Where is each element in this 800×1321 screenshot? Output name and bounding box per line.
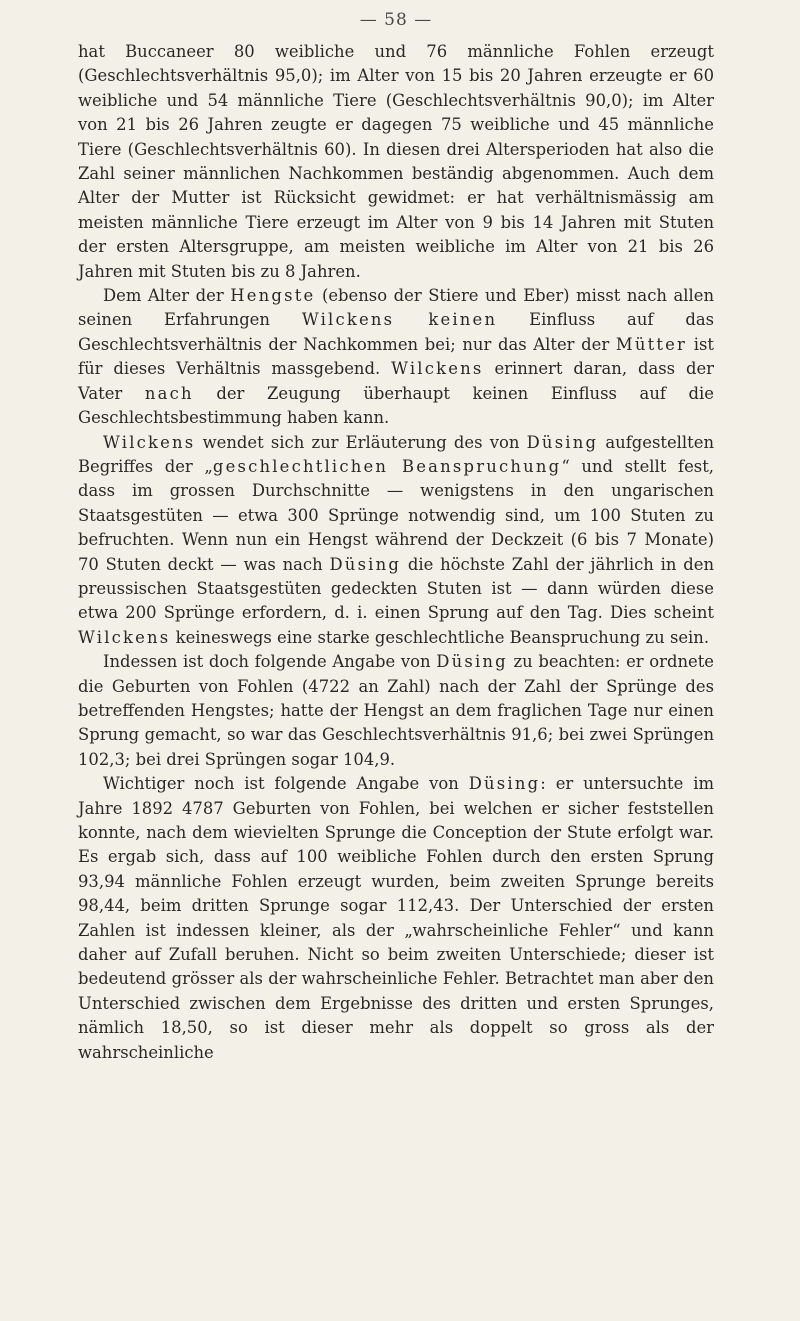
emphasis-geschlechtliche-beanspruchung: geschlechtlichen Beanspruchung	[212, 456, 562, 476]
text-run: erinnert daran, dass der Vater	[78, 359, 714, 403]
text-run: Wichtiger noch ist folgende Angabe von	[103, 774, 469, 794]
emphasis-hengste: Hengste	[230, 286, 316, 306]
text-run: die höchste Zahl der jährlich in den preussischen Staatsgestüten gedeckten Stuten ist — dann würden diese etwa 200 Sprünge erfordern, d. i. einen Sprung auf den Tag. Dies scheint	[78, 554, 715, 623]
text-run: Indessen ist doch folgende Angabe von	[103, 652, 437, 672]
emphasis-wilckens: Wilckens	[391, 359, 484, 379]
text-run: : er untersuchte im Jahre 1892 4787 Geburten von Fohlen, bei welchen er sicher feststellen konnte, nach dem wievielten Sprunge die Conception der Stute erfolgt war. Es ergab sich, dass auf 100 weibliche Fohlen durch den ersten Sprung 93,94 männliche Fohlen erzeugt wurden, beim zweiten Sprunge bereits 98,44, beim dritten Sprunge sogar 112,43. Der Unterschied der ersten Zahlen ist indessen kleiner, als der „wahrscheinliche Fehler“ und kann daher auf Zufall beruhen. Nicht so beim zweiten Unterschiede; dieser ist bedeutend grösser als der wahrscheinliche Fehler. Betrachtet man aber den Unterschied zwischen dem Ergebnisse des dritten und ersten Sprunges, nämlich 18,50, so ist dieser mehr als doppelt so gross als der wahrscheinliche	[78, 774, 714, 1062]
paragraph-1	[78, 40, 714, 284]
text-run: Einfluss auf das Geschlechtsverhältnis der Nachkommen bei; nur das Alter der	[78, 310, 715, 354]
text-run: ist für dieses Verhältnis massgebend.	[78, 334, 714, 379]
emphasis-duesing: Düsing	[436, 652, 508, 672]
paragraph-4	[78, 650, 714, 772]
page-number: — 58 —	[359, 10, 433, 30]
emphasis-wilckens: Wilckens	[78, 627, 171, 647]
text-run: wendet sich zur Erläuterung des von	[195, 432, 527, 452]
emphasis-wilckens-keinen: Wilckens keinen	[301, 310, 498, 330]
paragraph-2	[78, 284, 714, 430]
text-run: “ und stellt fest, dass im grossen Durchschnitte — wenigstens in den ungarischen Staatsgestüten — etwa 300 Sprünge notwendig sind, um 100 Stuten zu befruchten. Wenn nun ein Hengst während der Deckzeit (6 bis 7 Monate) 70 Stuten deckt — was nach	[78, 456, 714, 574]
paragraph-3	[78, 431, 714, 651]
text-run: zu beachten: er ordnete die Geburten von Fohlen (4722 an Zahl) nach der Zahl der Sprünge des betreffenden Hengstes; hatte der Hengst an dem fraglichen Tage nur einen Sprung gemacht, so war das Geschlechtsverhältnis 91,6; bei zwei Sprüngen 102,3; bei drei Sprüngen sogar 104,9.	[78, 652, 714, 769]
emphasis-nach: nach	[144, 383, 194, 403]
paragraph-5	[78, 772, 714, 1065]
text-run: (ebenso der Stiere und Eber) misst nach allen seinen Erfahrungen	[78, 286, 714, 330]
emphasis-duesing: Düsing	[526, 432, 599, 452]
emphasis-muetter: Mütter	[615, 334, 688, 354]
emphasis-duesing: Düsing	[329, 554, 402, 574]
text-run: keineswegs eine starke geschlechtliche Beanspruchung zu sein.	[170, 627, 710, 647]
paragraph-1-text: hat Buccaneer 80 weibliche und 76 männliche Fohlen erzeugt (Geschlechtsverhältnis 95,0); im Alter von 15 bis 20 Jahren erzeugte er 60 weibliche und 54 männliche Tiere (Geschlechtsverhältnis 90,0); im Alter von 21 bis 26 Jahren zeugte er dagegen 75 weibliche und 45 männliche Tiere (Geschlechtsverhältnis 60). In diesen drei Altersperioden hat also die Zahl seiner männlichen Nachkommen beständig abgenommen. Auch dem Alter der Mutter ist Rücksicht gewidmet: er hat verhältnismässig am meisten männliche Tiere erzeugt im Alter von 9 bis 14 Jahren mit Stuten der ersten Altersgruppe, am meisten weibliche im Alter von 21 bis 26 Jahren mit Stuten bis zu 8 Jahren.	[78, 42, 714, 281]
text-run: aufgestellten Begriffes der „	[78, 432, 714, 476]
text-run: der Zeugung überhaupt keinen Einfluss auf die Geschlechtsbestimmung haben kann.	[78, 383, 714, 428]
emphasis-wilckens: Wilckens	[103, 432, 196, 452]
emphasis-duesing: Düsing	[468, 774, 541, 794]
text-run: Dem Alter der	[103, 286, 231, 306]
